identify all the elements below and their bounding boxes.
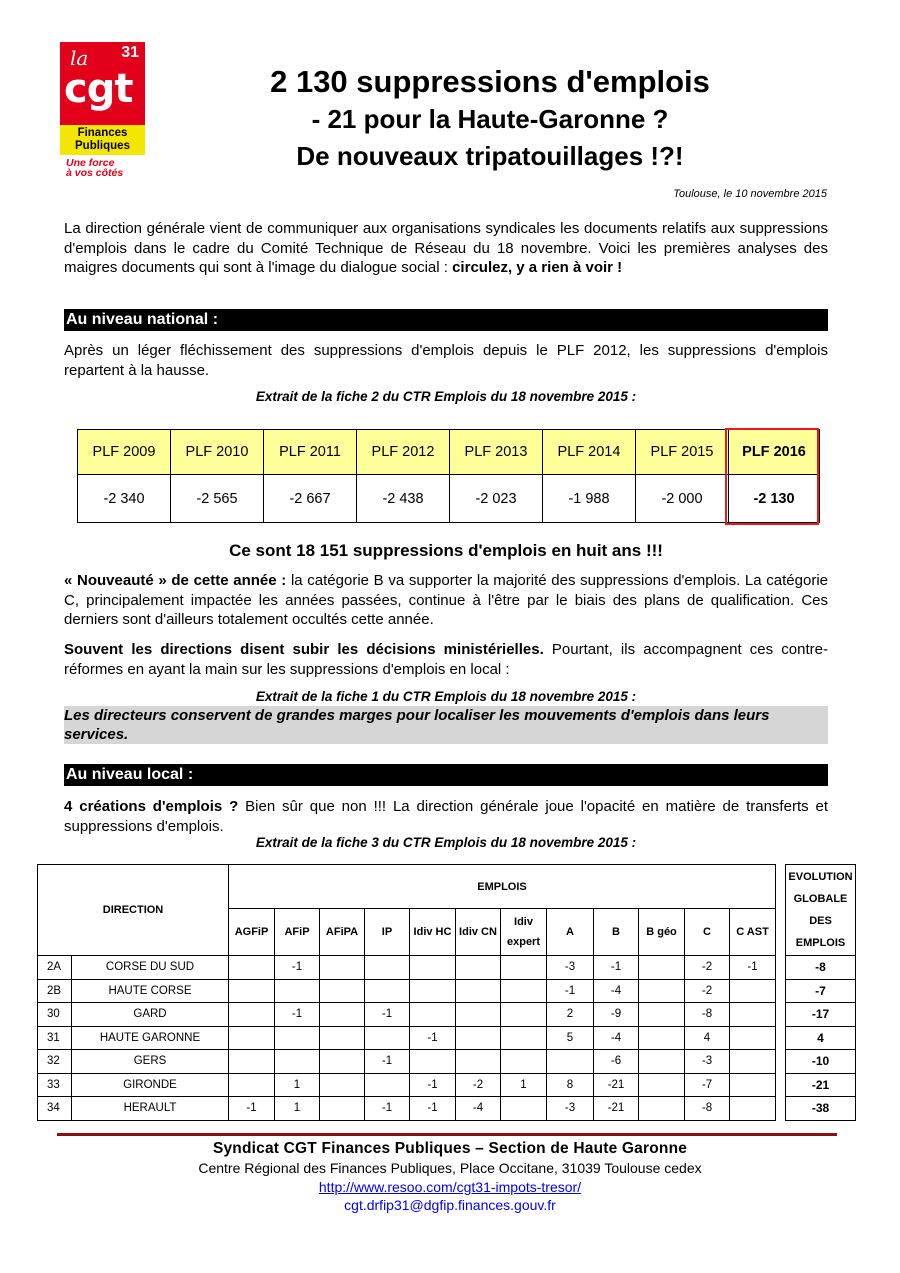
column-header: B géo	[639, 909, 685, 956]
intro-text: La direction générale vient de communiquer aux organisations syndicales les documents relatifs aux suppressions d'emplois dans le cadre du Comité Technique de Réseau du 18 novembre. Voici les premières analyses des maigres documents qui sont à l'image du dialogue social :	[64, 220, 828, 276]
row-cell: -4	[594, 979, 639, 1003]
table-row	[38, 956, 856, 980]
row-cell: -1	[275, 1003, 320, 1027]
row-cell	[410, 979, 456, 1003]
logo-yellow-block	[60, 125, 145, 155]
plf-header-cell: PLF 2015	[636, 430, 729, 475]
row-cell	[547, 1050, 594, 1074]
row-cell	[639, 1050, 685, 1074]
table-gap	[776, 1003, 786, 1027]
plf-header-cell: PLF 2012	[357, 430, 450, 475]
local-bold: 4 créations d'emplois ?	[64, 798, 239, 815]
row-cell	[229, 1003, 275, 1027]
table-row	[38, 979, 856, 1003]
row-cell: 2	[547, 1003, 594, 1027]
row-cell	[639, 956, 685, 980]
row-code: 34	[38, 1097, 72, 1121]
row-cell	[456, 1026, 501, 1050]
footer-address: Centre Régional des Finances Publiques, Place Occitane, 31039 Toulouse cedex	[198, 1160, 702, 1176]
row-cell: -3	[547, 956, 594, 980]
quote-box: Les directeurs conservent de grandes marges pour localiser les mouvements d'emplois dans leurs services.	[64, 706, 828, 744]
row-cell	[320, 979, 365, 1003]
row-cell: -1	[365, 1097, 410, 1121]
row-cell	[410, 1003, 456, 1027]
row-cell: -1	[410, 1073, 456, 1097]
row-cell	[501, 979, 547, 1003]
table-row	[38, 1003, 856, 1027]
row-cell	[730, 979, 776, 1003]
table-row	[38, 1050, 856, 1074]
row-cell: -8	[685, 1003, 730, 1027]
row-cell	[501, 1097, 547, 1121]
logo-tag1: Une force	[66, 157, 115, 169]
row-cell	[410, 956, 456, 980]
intro-bold: circulez, y a rien à voir !	[452, 259, 623, 276]
column-header: Idiv expert	[501, 909, 547, 956]
row-direction-name: GIRONDE	[72, 1073, 229, 1097]
evolution-line: EMPLOIS	[795, 937, 846, 949]
row-cell: -21	[594, 1073, 639, 1097]
row-cell	[229, 956, 275, 980]
row-cell	[275, 1050, 320, 1074]
table-row	[38, 1026, 856, 1050]
row-code: 33	[38, 1073, 72, 1097]
row-direction-name: CORSE DU SUD	[72, 956, 229, 980]
row-cell	[275, 979, 320, 1003]
column-header: A	[547, 909, 594, 956]
plf-header-cell: PLF 2014	[543, 430, 636, 475]
nouveaute-paragraph	[64, 571, 828, 630]
row-cell	[320, 1003, 365, 1027]
row-cell: -2	[685, 979, 730, 1003]
row-cell	[639, 1073, 685, 1097]
row-code: 32	[38, 1050, 72, 1074]
row-code: 30	[38, 1003, 72, 1027]
row-cell	[730, 1003, 776, 1027]
row-cell	[456, 979, 501, 1003]
logo-tag2: à vos côtés	[66, 167, 124, 179]
local-table-body	[38, 956, 856, 1121]
column-header: IP	[365, 909, 410, 956]
row-cell: -4	[456, 1097, 501, 1121]
column-header: Idiv CN	[456, 909, 501, 956]
table-gap	[776, 1097, 786, 1121]
row-cell	[730, 1097, 776, 1121]
plf-value-cell: -2 023	[450, 475, 543, 523]
row-cell	[501, 1050, 547, 1074]
row-cell	[320, 1097, 365, 1121]
row-cell	[456, 1003, 501, 1027]
row-cell	[639, 1026, 685, 1050]
cgt-logo	[60, 42, 145, 177]
row-code: 2B	[38, 979, 72, 1003]
intro-paragraph	[64, 219, 828, 278]
row-total: -8	[786, 956, 856, 980]
row-cell	[639, 1097, 685, 1121]
fiche3-caption: Extrait de la fiche 3 du CTR Emplois du 18 novembre 2015 :	[255, 835, 637, 850]
plf-value-cell: -2 340	[78, 475, 171, 523]
column-header: AFiPA	[320, 909, 365, 956]
column-header: AGFiP	[229, 909, 275, 956]
row-cell: 5	[547, 1026, 594, 1050]
column-header: C AST	[730, 909, 776, 956]
plf-value-cell-highlight: -2 130	[729, 475, 820, 523]
row-cell	[320, 1073, 365, 1097]
logo-red-block	[60, 42, 145, 125]
plf-header-cell: PLF 2013	[450, 430, 543, 475]
logo-line1: Finances	[77, 127, 128, 139]
footer-email-link[interactable]: cgt.drfip31@dgfip.finances.gouv.fr	[344, 1197, 556, 1213]
plf-header-cell-highlight: PLF 2016	[729, 430, 820, 475]
row-cell: -1	[730, 956, 776, 980]
row-cell: 1	[275, 1097, 320, 1121]
row-cell: -1	[410, 1097, 456, 1121]
row-cell	[365, 1026, 410, 1050]
row-cell: 8	[547, 1073, 594, 1097]
national-heading: Au niveau national :	[64, 309, 828, 331]
row-direction-name: HAUTE CORSE	[72, 979, 229, 1003]
row-cell	[730, 1026, 776, 1050]
row-direction-name: GERS	[72, 1050, 229, 1074]
row-code: 2A	[38, 956, 72, 980]
table-row	[38, 1073, 856, 1097]
evolution-line: DES	[809, 915, 832, 927]
row-cell: -2	[685, 956, 730, 980]
table-gap	[776, 1073, 786, 1097]
table-row	[38, 1097, 856, 1121]
row-cell	[410, 1050, 456, 1074]
logo-line2: Publiques	[75, 140, 130, 152]
row-total: -10	[786, 1050, 856, 1074]
summary-line: Ce sont 18 151 suppressions d'emplois en huit ans !!!	[229, 541, 663, 560]
row-cell: -1	[229, 1097, 275, 1121]
local-heading: Au niveau local :	[64, 764, 828, 786]
fiche1-caption: Extrait de la fiche 1 du CTR Emplois du 18 novembre 2015 :	[255, 689, 637, 704]
row-cell: -1	[410, 1026, 456, 1050]
row-cell: -1	[275, 956, 320, 980]
column-header: B	[594, 909, 639, 956]
row-cell: -1	[594, 956, 639, 980]
souvent-text: Pourtant, ils accompagnent ces contre-réformes en ayant la main sur les suppressions d'emplois en local :	[64, 641, 828, 678]
row-cell	[229, 1050, 275, 1074]
plf-header-cell: PLF 2011	[264, 430, 357, 475]
logo-tagline	[66, 158, 123, 178]
row-direction-name: HERAULT	[72, 1097, 229, 1121]
logo-la: la	[70, 46, 89, 70]
row-cell: -1	[547, 979, 594, 1003]
row-cell: -6	[594, 1050, 639, 1074]
plf-table	[77, 429, 820, 523]
row-cell	[456, 1050, 501, 1074]
title-line3: De nouveaux tripatouillages !?!	[296, 141, 684, 171]
title-line2: - 21 pour la Haute-Garonne ?	[311, 104, 669, 134]
plf-value-cell: -1 988	[543, 475, 636, 523]
row-cell	[501, 1026, 547, 1050]
row-cell	[365, 1073, 410, 1097]
plf-header-cell: PLF 2009	[78, 430, 171, 475]
column-header: AFiP	[275, 909, 320, 956]
plf-value-cell: -2 438	[357, 475, 450, 523]
local-header-row1	[38, 865, 856, 909]
row-direction-name: HAUTE GARONNE	[72, 1026, 229, 1050]
nouveaute-text: la catégorie B va supporter la majorité des suppressions d'emplois. La catégorie C, principalement impactée les années passées, continue à l'être par le biais des plans de qualification. Ces derniers sont d'ailleurs totalement occultés cette année.	[64, 572, 828, 628]
row-total: -38	[786, 1097, 856, 1121]
row-cell: -2	[456, 1073, 501, 1097]
local-text: Bien sûr que non !!! La direction générale joue l'opacité en matière de transferts et suppressions d'emplois.	[64, 798, 828, 835]
local-table	[37, 864, 856, 1121]
row-cell: -9	[594, 1003, 639, 1027]
plf-header-row	[78, 430, 820, 475]
row-cell: -1	[365, 1003, 410, 1027]
plf-value-cell: -2 565	[171, 475, 264, 523]
column-header: Idiv HC	[410, 909, 456, 956]
row-direction-name: GARD	[72, 1003, 229, 1027]
column-header: C	[685, 909, 730, 956]
table-gap	[776, 1026, 786, 1050]
plf-value-cell: -2 667	[264, 475, 357, 523]
row-cell: -3	[547, 1097, 594, 1121]
table-gap	[776, 1050, 786, 1074]
row-cell	[639, 979, 685, 1003]
date-line: Toulouse, le 10 novembre 2015	[673, 188, 827, 200]
table-gap	[776, 865, 786, 956]
row-cell: 1	[275, 1073, 320, 1097]
logo-cgt: cgt	[64, 66, 133, 112]
table-gap	[776, 979, 786, 1003]
footer-org: Syndicat CGT Finances Publiques – Section de Haute Garonne	[212, 1140, 688, 1157]
row-total: 4	[786, 1026, 856, 1050]
evolution-header	[786, 865, 856, 956]
local-paragraph	[64, 797, 828, 836]
row-cell	[229, 1026, 275, 1050]
footer-url-link[interactable]: http://www.resoo.com/cgt31-impots-tresor/	[318, 1179, 582, 1195]
row-code: 31	[38, 1026, 72, 1050]
row-cell: 1	[501, 1073, 547, 1097]
row-cell: -1	[365, 1050, 410, 1074]
row-cell	[275, 1026, 320, 1050]
row-cell: -21	[594, 1097, 639, 1121]
row-cell: -4	[594, 1026, 639, 1050]
logo-number: 31	[121, 44, 139, 61]
plf-value-row	[78, 475, 820, 523]
row-cell	[320, 1050, 365, 1074]
row-cell	[639, 1003, 685, 1027]
row-cell	[501, 1003, 547, 1027]
row-cell	[456, 956, 501, 980]
row-cell	[229, 979, 275, 1003]
plf-value-cell: -2 000	[636, 475, 729, 523]
footer-rule	[57, 1133, 837, 1136]
row-total: -17	[786, 1003, 856, 1027]
row-cell: -7	[685, 1073, 730, 1097]
souvent-paragraph	[64, 640, 828, 679]
direction-header: DIRECTION	[38, 865, 229, 956]
national-paragraph: Après un léger fléchissement des suppressions d'emplois depuis le PLF 2012, les suppressions d'emplois repartent à la hausse.	[64, 342, 828, 379]
row-cell: 4	[685, 1026, 730, 1050]
plf-header-cell: PLF 2010	[171, 430, 264, 475]
evolution-line: GLOBALE	[793, 893, 848, 905]
row-cell: -3	[685, 1050, 730, 1074]
row-cell	[730, 1073, 776, 1097]
row-cell	[365, 979, 410, 1003]
row-cell	[320, 956, 365, 980]
row-cell	[365, 956, 410, 980]
row-cell	[501, 956, 547, 980]
row-cell	[229, 1073, 275, 1097]
souvent-bold: Souvent les directions disent subir les décisions ministérielles.	[64, 641, 544, 658]
title-line1: 2 130 suppressions d'emplois	[270, 64, 710, 99]
national-caption: Extrait de la fiche 2 du CTR Emplois du 18 novembre 2015 :	[255, 389, 637, 404]
row-total: -21	[786, 1073, 856, 1097]
emplois-header: EMPLOIS	[229, 865, 776, 909]
row-cell: -8	[685, 1097, 730, 1121]
row-cell	[320, 1026, 365, 1050]
row-total: -7	[786, 979, 856, 1003]
evolution-line: EVOLUTION	[788, 871, 853, 883]
nouveaute-bold: « Nouveauté » de cette année :	[64, 572, 287, 589]
plf-2016-highlight-box	[725, 428, 819, 525]
row-cell	[730, 1050, 776, 1074]
table-gap	[776, 956, 786, 980]
